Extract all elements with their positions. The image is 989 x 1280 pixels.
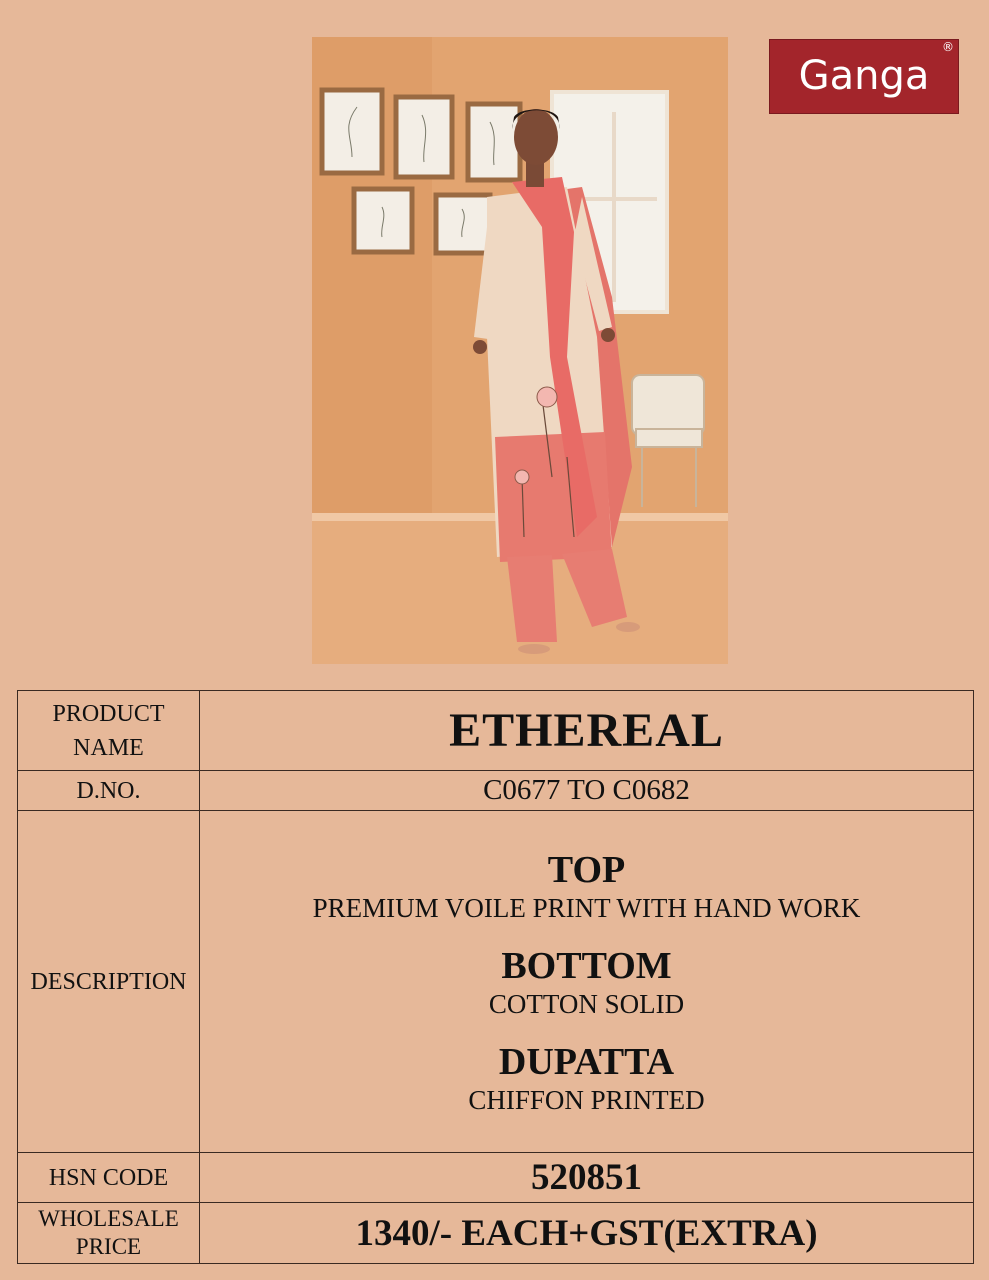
- hsn-row: [18, 1153, 974, 1203]
- description-bottom-heading: BOTTOM: [501, 944, 672, 987]
- price-label-line2: PRICE: [75, 1234, 142, 1259]
- description-dupatta-heading: DUPATTA: [498, 1040, 675, 1083]
- price-label: [18, 1203, 200, 1264]
- description-top: [200, 848, 973, 924]
- description-bottom-detail: COTTON SOLID: [488, 988, 685, 1019]
- price-cell: [200, 1203, 974, 1264]
- hsn-value: 520851: [531, 1157, 642, 1198]
- description-bottom: [200, 944, 973, 1020]
- description-top-detail: PREMIUM VOILE PRINT WITH HAND WORK: [312, 892, 861, 923]
- description-label: DESCRIPTION: [18, 811, 200, 1153]
- price-label-line1: WHOLESALE: [38, 1206, 179, 1231]
- dno-value: C0677 TO C0682: [483, 774, 690, 806]
- product-name-label: [18, 691, 200, 771]
- dno-cell: [200, 771, 974, 811]
- price-row: [18, 1203, 974, 1264]
- price-value: 1340/- EACH+GST(EXTRA): [355, 1212, 818, 1254]
- dno-label: D.NO.: [18, 771, 200, 811]
- product-name-row: [18, 691, 974, 771]
- product-name-value: ETHEREAL: [449, 704, 724, 757]
- description-row: [18, 811, 974, 1153]
- description-cell: [200, 811, 974, 1153]
- description-top-heading: TOP: [547, 848, 626, 891]
- product-spec-table: [17, 690, 974, 1264]
- brand-logo-text: Ganga: [798, 53, 930, 99]
- hsn-cell: [200, 1153, 974, 1203]
- product-name-label-line2: NAME: [73, 734, 144, 761]
- dno-row: [18, 771, 974, 811]
- hsn-label: HSN CODE: [18, 1153, 200, 1203]
- product-name-label-line1: PRODUCT: [52, 700, 165, 727]
- product-photo: [312, 37, 728, 664]
- registered-mark-icon: ®: [942, 40, 954, 54]
- product-photo-illustration: [312, 37, 728, 664]
- product-name-cell: [200, 691, 974, 771]
- brand-logo: [769, 39, 959, 114]
- description-dupatta: [200, 1040, 973, 1116]
- description-dupatta-detail: CHIFFON PRINTED: [468, 1084, 705, 1115]
